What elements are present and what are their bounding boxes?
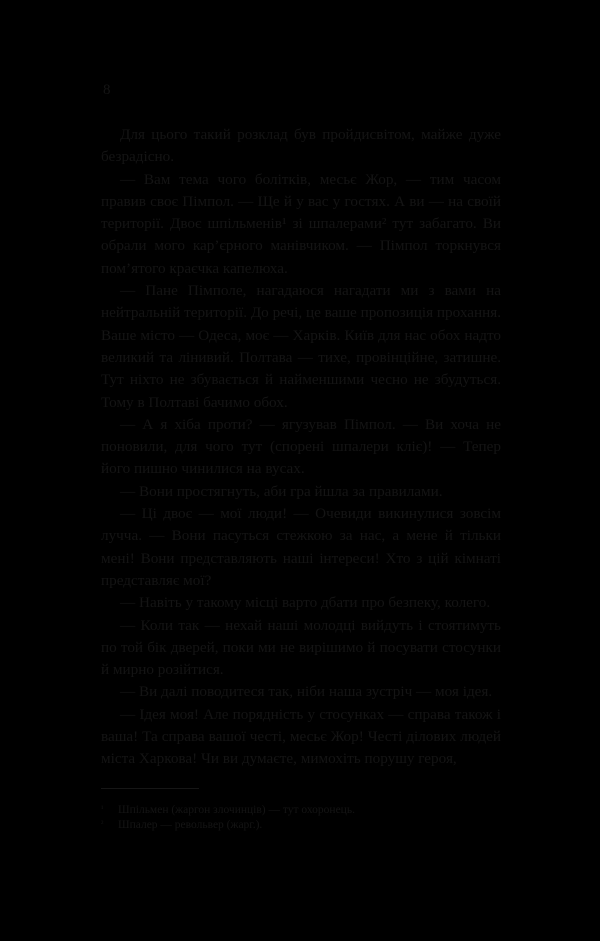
paragraph: — А я хіба проти? — ягузував Пімпол. — Ви хоча не поновили, для чого тут (спорені шпалери кліє)! — Тепер його пишно чинилися на вусах. [101,415,501,478]
footnote [101,818,501,833]
body-text [101,124,501,771]
footnote-mark: ² [101,819,104,828]
footnote-divider [101,788,199,789]
paragraph: — Ці двоє — мої люди! — Очевиди викинулися зовсім лучча. — Вони пасуться стежкою за нас, а мене й тільки мені! Вони представляють наші інтереси! Хто з цій кімнаті представляє мої? [101,505,501,589]
paragraph: — Вони простягнуть, аби гра йшла за правилами. [120,482,443,500]
footnote-text: Шпалер — револьвер (жарг.). [118,819,263,831]
paragraph: — Ідея моя! Але порядність у стосунках — справа також і ваша! Та справа вашої честі, месьє Жор! Честі ділових людей міста Харкова! Чи ви думаєте, мимохіть порушу героя, [101,705,501,768]
paragraph: — Пане Пімполе, нагадаюся нагадати ми з вами на нейтральній території. До речі, це ваше пропозиція прохання. Ваше місто — Одеса, моє — Харків. Київ для нас обох надто великий та лінивий. Полтава — тихе, провінційне, затишне. Тут ніхто не збувається й найменшими чесно не збудуться. Тому в Полтаві бачимо обох. [101,282,501,411]
footnote-mark: ¹ [101,804,104,813]
footnotes [101,803,501,833]
paragraph: — Коли так — нехай наші молодці вийдуть і стоятимуть по той бік дверей, поки ми не вирішимо й посувати стосунки й мирно розійтися. [101,616,501,679]
paragraph: — Вам тема чого болітків, месьє Жор, — тим часом правив своє Пімпол. — Ще й у вас у гостях. А ви — на своїй території. Двоє шпільменів¹ зі шпалерами² тут забагато. Ви обрали мого кар’єрного манівчиком. — Пімпол торкнувся пом’ятого краєчка капелюха. [101,170,501,277]
footnote [101,803,501,818]
paragraph: Для цього такий розклад був пройдисвітом, майже дуже безрадісно. [101,126,501,166]
footnote-text: Шпільмен (жаргон злочинців) — тут охоронець. [118,804,355,816]
page-number: 8 [103,82,111,98]
paragraph: — Навіть у такому місці варто дбати про безпеку, колего. [120,594,491,612]
paragraph: — Ви далі поводитеся так, ніби наша зустріч — моя ідея. [120,683,493,701]
